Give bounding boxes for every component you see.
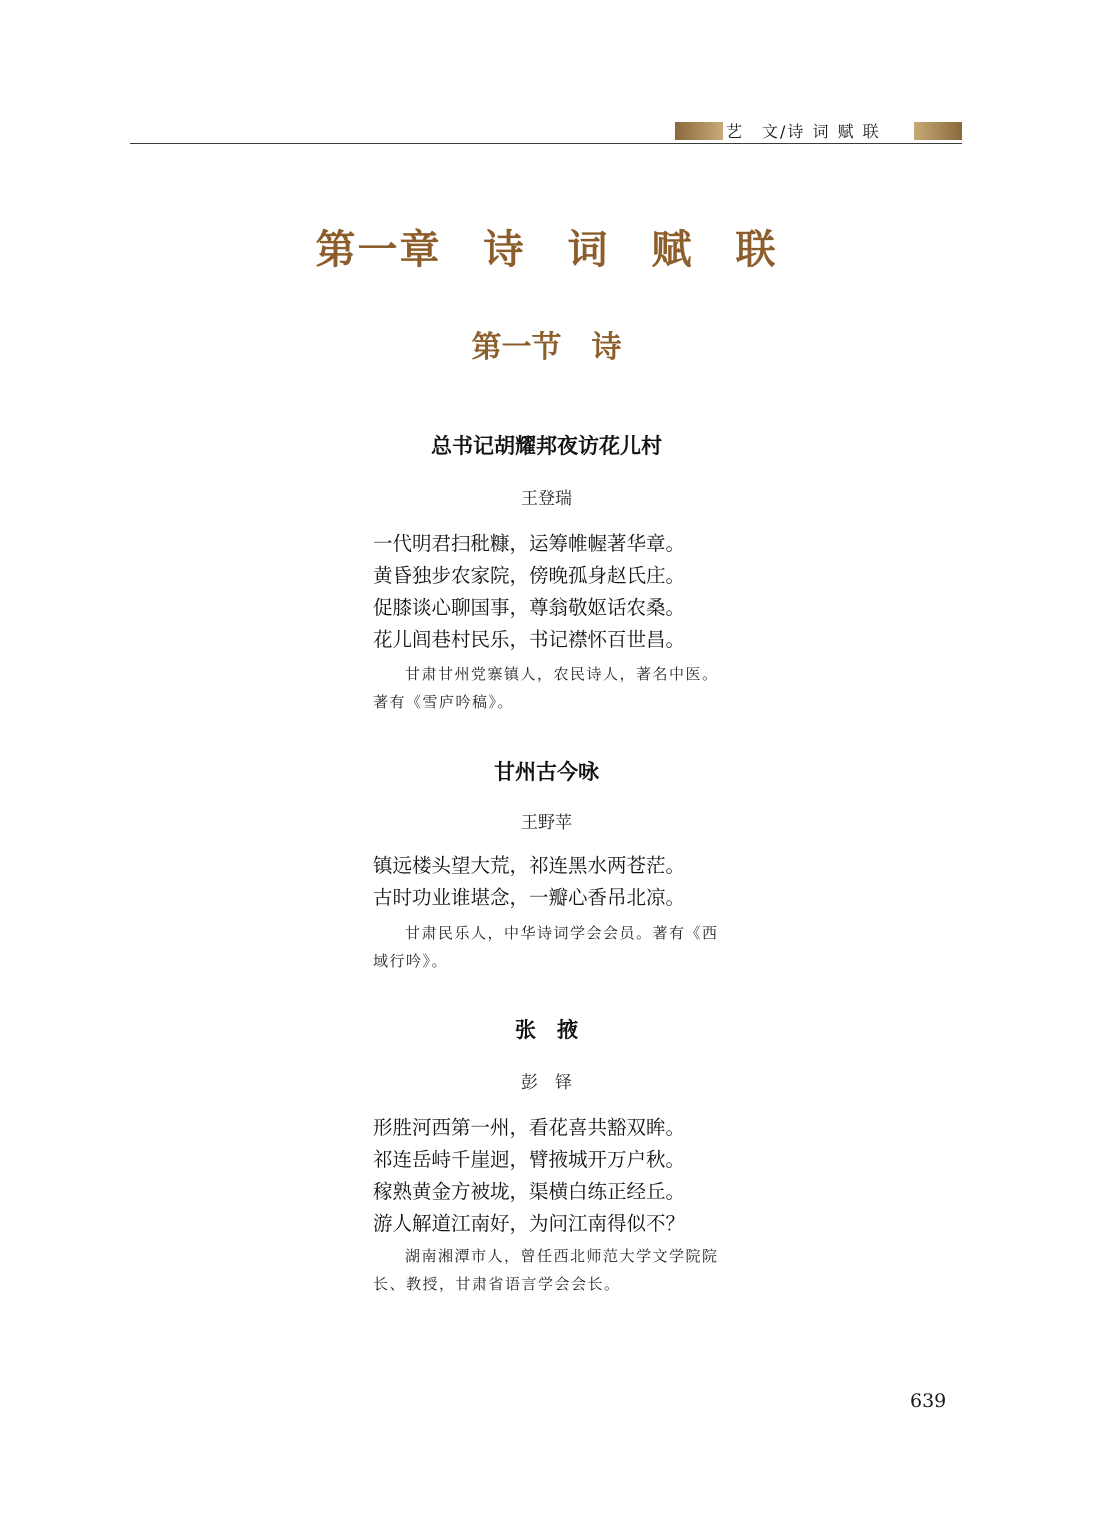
author-note: 甘肃民乐人，中华诗词学会会员。著有《西域行吟》。	[373, 924, 719, 970]
author-note: 甘肃甘州党寨镇人，农民诗人，著名中医。著有《雪庐吟稿》。	[373, 665, 719, 711]
poem-author: 王野苹	[521, 813, 572, 833]
poem-title: 总书记胡耀邦夜访花儿村	[431, 434, 662, 458]
poem-line: 稼熟黄金方被垅，渠横白练正经丘。	[373, 1180, 686, 1203]
header-decor-bar-left	[675, 122, 723, 140]
poem-author: 王登瑞	[521, 489, 572, 509]
running-header	[130, 120, 962, 144]
poem-author: 彭 铎	[521, 1073, 572, 1093]
poem-line: 古时功业谁堪念，一瓣心香吊北凉。	[373, 886, 686, 909]
poem-line: 形胜河西第一州，看花喜共豁双眸。	[373, 1116, 686, 1139]
section-title: 第一节 诗	[471, 330, 622, 365]
poem-lines	[373, 1112, 733, 1240]
poem-lines	[373, 528, 733, 656]
poem-title: 甘州古今咏	[494, 760, 599, 784]
poem-line: 黄昏独步农家院，傍晚孤身赵氏庄。	[373, 564, 686, 587]
poem-line: 促膝谈心聊国事，尊翁敬妪话农桑。	[373, 596, 686, 619]
author-note: 湖南湘潭市人，曾任西北师范大学文学院院长、教授，甘肃省语言学会会长。	[373, 1247, 719, 1293]
chapter-title: 第一章 诗 词 赋 联	[315, 227, 778, 273]
poem-line: 游人解道江南好，为问江南得似不？	[373, 1212, 686, 1235]
header-decor-bar-right	[914, 122, 962, 140]
poem-line: 一代明君扫秕糠，运筹帷幄著华章。	[373, 532, 686, 555]
poem-line: 镇远楼头望大荒，祁连黑水两苍茫。	[373, 854, 686, 877]
header-rule	[130, 143, 962, 144]
header-label: 艺 文/诗 词 赋 联	[726, 122, 881, 141]
poem-line: 花儿闾巷村民乐，书记襟怀百世昌。	[373, 628, 686, 651]
poem-line: 祁连岳峙千崖迥，臂掖城开万户秋。	[373, 1148, 686, 1171]
poem-title: 张 掖	[515, 1018, 578, 1042]
page-number: 639	[910, 1390, 947, 1412]
poem-lines	[373, 850, 733, 914]
